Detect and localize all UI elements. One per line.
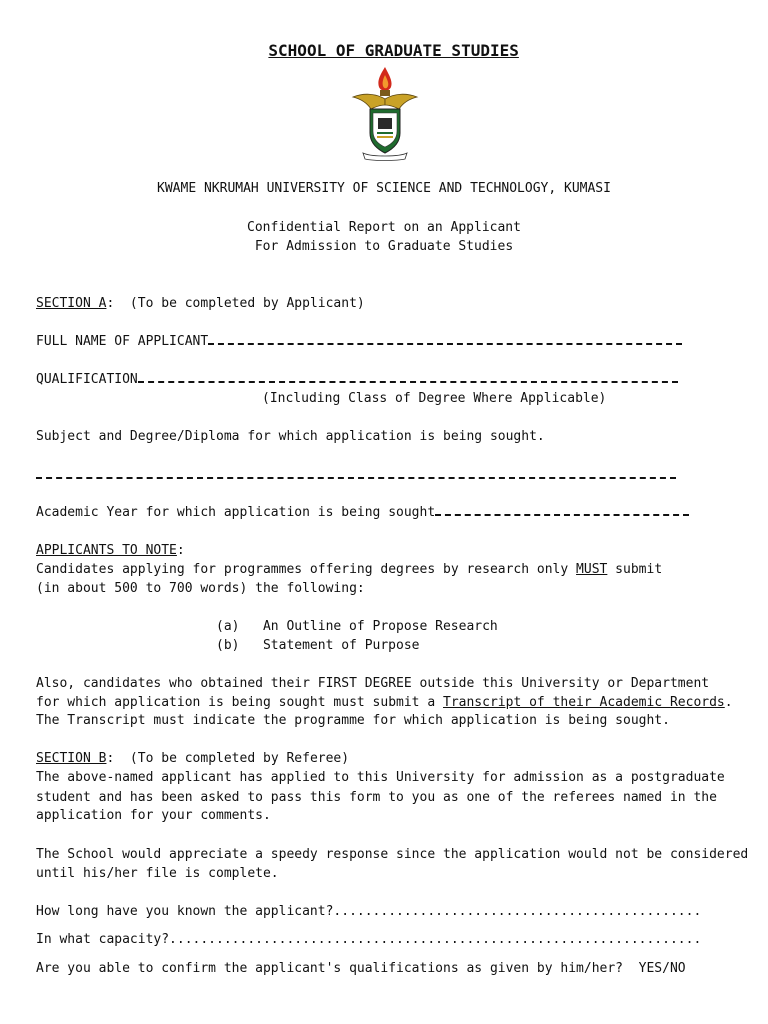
note-heading-row — [36, 543, 185, 559]
must-emphasis: MUST — [576, 562, 608, 577]
also-line-2-end: . — [724, 695, 733, 710]
subject-field-row — [36, 468, 676, 484]
section-a-heading-row — [36, 296, 365, 312]
also-line-2 — [36, 695, 733, 711]
report-title-line1: Confidential Report on an Applicant — [247, 220, 521, 235]
section-b-subtitle: : (To be completed by Referee) — [106, 751, 350, 766]
note-heading-colon: : — [176, 543, 185, 558]
section-b-p2-line2: until his/her file is complete. — [36, 866, 279, 881]
qualification-note: (Including Class of Degree Where Applicable) — [262, 391, 607, 406]
full-name-label: FULL NAME OF APPLICANT — [36, 334, 209, 349]
section-b-p1-line1: The above-named applicant has applied to this University for admission as a postgraduate — [36, 770, 725, 785]
note-item-a: (a) An Outline of Propose Research — [216, 619, 498, 634]
report-title-line2: For Admission to Graduate Studies — [254, 239, 514, 254]
subject-label: Subject and Degree/Diploma for which application is being sought. — [36, 429, 545, 444]
academic-year-label: Academic Year for which application is being sought — [36, 505, 436, 520]
subject-field[interactable] — [36, 468, 676, 479]
section-b-heading-row — [36, 751, 349, 767]
transcript-requirement: Transcript of their Academic Records — [443, 695, 725, 710]
university-name: KWAME NKRUMAH UNIVERSITY OF SCIENCE AND TECHNOLOGY, KUMASI — [157, 181, 611, 196]
question-capacity[interactable]: In what capacity?.................................................................... — [36, 932, 702, 947]
also-line-3: The Transcript must indicate the programme for which application is being sought. — [36, 713, 670, 728]
note-item-b: (b) Statement of Purpose — [216, 638, 420, 653]
section-a-subtitle: : (To be completed by Applicant) — [106, 296, 365, 311]
note-heading: APPLICANTS TO NOTE — [36, 543, 177, 558]
section-b-p2-line1: The School would appreciate a speedy response since the application would not be considered — [36, 847, 749, 862]
full-name-row — [36, 334, 682, 350]
section-b-p1-line3: application for your comments. — [36, 808, 271, 823]
note-line-2: (in about 500 to 700 words) the following: — [36, 581, 365, 596]
qualification-row — [36, 372, 678, 388]
question-known-duration[interactable]: How long have you known the applicant?............................................... — [36, 904, 702, 919]
question-confirm-qualifications[interactable]: Are you able to confirm the applicant's qualifications as given by him/her? YES/NO — [36, 961, 686, 976]
section-b-p1-line2: student and has been asked to pass this form to you as one of the referees named in the — [36, 790, 717, 805]
section-a-heading: SECTION A — [36, 296, 107, 311]
academic-year-row — [36, 505, 689, 521]
also-line-2-text: for which application is being sought must submit a — [36, 695, 443, 710]
note-line-1 — [36, 562, 662, 578]
university-crest-icon — [349, 63, 421, 161]
academic-year-field[interactable] — [435, 505, 689, 516]
note-line-1-end: submit — [607, 562, 663, 577]
note-line-1-text: Candidates applying for programmes offering degrees by research only — [36, 562, 577, 577]
section-b-heading: SECTION B — [36, 751, 107, 766]
page-title: SCHOOL OF GRADUATE STUDIES — [268, 41, 519, 60]
qualification-label: QUALIFICATION — [36, 372, 138, 387]
qualification-field[interactable] — [138, 372, 678, 383]
full-name-field[interactable] — [208, 334, 682, 345]
also-line-1: Also, candidates who obtained their FIRST DEGREE outside this University or Department — [36, 676, 710, 691]
